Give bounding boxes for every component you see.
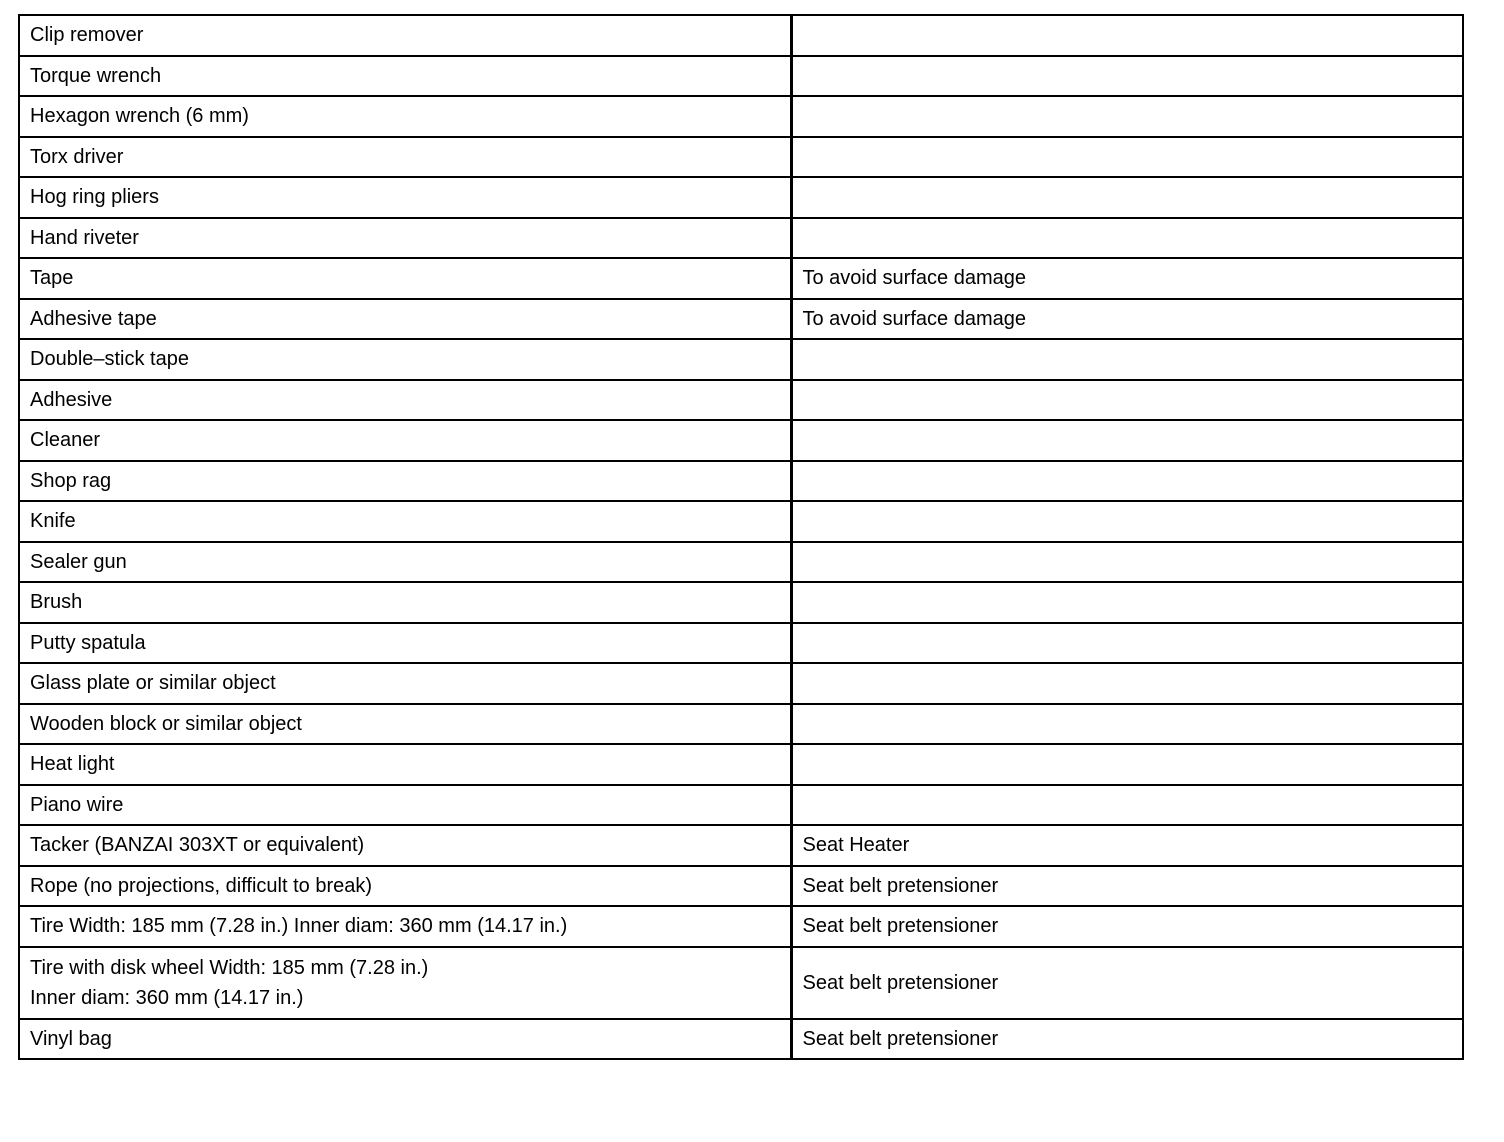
tool-note: To avoid surface damage — [802, 267, 1026, 290]
tool-name: Putty spatula — [30, 631, 146, 654]
tool-name: Tire Width: 185 mm (7.28 in.) Inner diam: 360 mm (14.17 in.) — [30, 915, 568, 938]
table-row — [19, 785, 1463, 826]
tool-name: Inner diam: 360 mm (14.17 in.) — [30, 986, 304, 1009]
table-row — [19, 906, 1463, 947]
tool-name: Shop rag — [30, 469, 112, 492]
tool-cell — [19, 218, 791, 259]
note-cell — [791, 947, 1463, 1019]
table-row — [19, 258, 1463, 299]
tool-name: Sealer gun — [30, 550, 127, 573]
tool-name: Hand riveter — [30, 226, 139, 249]
note-cell — [791, 623, 1463, 664]
tool-name: Hog ring pliers — [30, 186, 159, 209]
tool-name: Tire with disk wheel Width: 185 mm (7.28 in.) — [30, 956, 429, 979]
tool-cell — [19, 825, 791, 866]
tool-cell — [19, 15, 791, 56]
table-row — [19, 380, 1463, 421]
note-cell — [791, 582, 1463, 623]
tool-name: Glass plate or similar object — [30, 672, 276, 695]
tool-cell — [19, 866, 791, 907]
tool-cell — [19, 56, 791, 97]
note-cell — [791, 866, 1463, 907]
tool-cell — [19, 420, 791, 461]
tool-name: Tape — [30, 267, 74, 290]
table-row — [19, 339, 1463, 380]
tool-cell — [19, 339, 791, 380]
table-row — [19, 825, 1463, 866]
note-cell — [791, 704, 1463, 745]
tool-name: Adhesive tape — [30, 307, 157, 330]
tool-name: Hexagon wrench (6 mm) — [30, 105, 249, 128]
note-cell — [791, 542, 1463, 583]
tool-cell — [19, 582, 791, 623]
note-cell — [791, 380, 1463, 421]
table-row — [19, 663, 1463, 704]
table-row — [19, 218, 1463, 259]
tool-cell — [19, 137, 791, 178]
tool-note: Seat Heater — [802, 834, 910, 857]
note-cell — [791, 15, 1463, 56]
note-cell — [791, 177, 1463, 218]
table-row — [19, 582, 1463, 623]
tool-note: Seat belt pretensioner — [802, 915, 999, 938]
tool-cell — [19, 663, 791, 704]
table-row — [19, 501, 1463, 542]
tool-note: Seat belt pretensioner — [802, 874, 999, 897]
note-cell — [791, 501, 1463, 542]
tool-cell — [19, 501, 791, 542]
tool-name: Adhesive — [30, 388, 113, 411]
table-row — [19, 420, 1463, 461]
table-row — [19, 704, 1463, 745]
table-row — [19, 15, 1463, 56]
tool-name: Torque wrench — [30, 64, 162, 87]
note-cell — [791, 420, 1463, 461]
note-cell — [791, 96, 1463, 137]
tool-cell — [19, 258, 791, 299]
table-row — [19, 56, 1463, 97]
note-cell — [791, 461, 1463, 502]
note-cell — [791, 663, 1463, 704]
table-row — [19, 744, 1463, 785]
note-cell — [791, 299, 1463, 340]
tool-name: Wooden block or similar object — [30, 712, 302, 735]
tool-cell — [19, 177, 791, 218]
tool-cell — [19, 906, 791, 947]
tool-cell — [19, 704, 791, 745]
note-cell — [791, 258, 1463, 299]
tool-name: Knife — [30, 510, 76, 533]
note-cell — [791, 56, 1463, 97]
note-cell — [791, 339, 1463, 380]
table-row — [19, 177, 1463, 218]
tool-name: Tacker (BANZAI 303XT or equivalent) — [30, 834, 365, 857]
tool-name: Brush — [30, 591, 83, 614]
table-row — [19, 866, 1463, 907]
note-cell — [791, 137, 1463, 178]
tool-name: Cleaner — [30, 429, 101, 452]
table-row — [19, 623, 1463, 664]
tool-cell — [19, 542, 791, 583]
note-cell — [791, 906, 1463, 947]
tool-cell — [19, 299, 791, 340]
tool-name: Rope (no projections, difficult to break) — [30, 874, 373, 897]
tool-name: Vinyl bag — [30, 1027, 112, 1050]
note-cell — [791, 1019, 1463, 1060]
tool-cell — [19, 744, 791, 785]
table-body — [19, 15, 1463, 1059]
tool-cell — [19, 947, 791, 1019]
tool-cell — [19, 623, 791, 664]
tool-name: Piano wire — [30, 793, 124, 816]
table-row — [19, 137, 1463, 178]
tool-note: Seat belt pretensioner — [802, 1027, 999, 1050]
table-row — [19, 542, 1463, 583]
tool-name: Double–stick tape — [30, 348, 189, 371]
tool-cell — [19, 380, 791, 421]
tool-cell — [19, 785, 791, 826]
note-cell — [791, 218, 1463, 259]
note-cell — [791, 825, 1463, 866]
tool-cell — [19, 96, 791, 137]
table-row — [19, 1019, 1463, 1060]
table-row — [19, 299, 1463, 340]
table-row — [19, 96, 1463, 137]
tool-name: Heat light — [30, 753, 115, 776]
note-cell — [791, 785, 1463, 826]
note-cell — [791, 744, 1463, 785]
tool-note: Seat belt pretensioner — [802, 971, 999, 994]
tool-name: Torx driver — [30, 145, 124, 168]
table-row — [19, 947, 1463, 1019]
table-row — [19, 461, 1463, 502]
tools-table — [18, 14, 1464, 1060]
tool-note: To avoid surface damage — [802, 307, 1026, 330]
tool-cell — [19, 461, 791, 502]
tool-cell — [19, 1019, 791, 1060]
tool-name: Clip remover — [30, 24, 144, 47]
